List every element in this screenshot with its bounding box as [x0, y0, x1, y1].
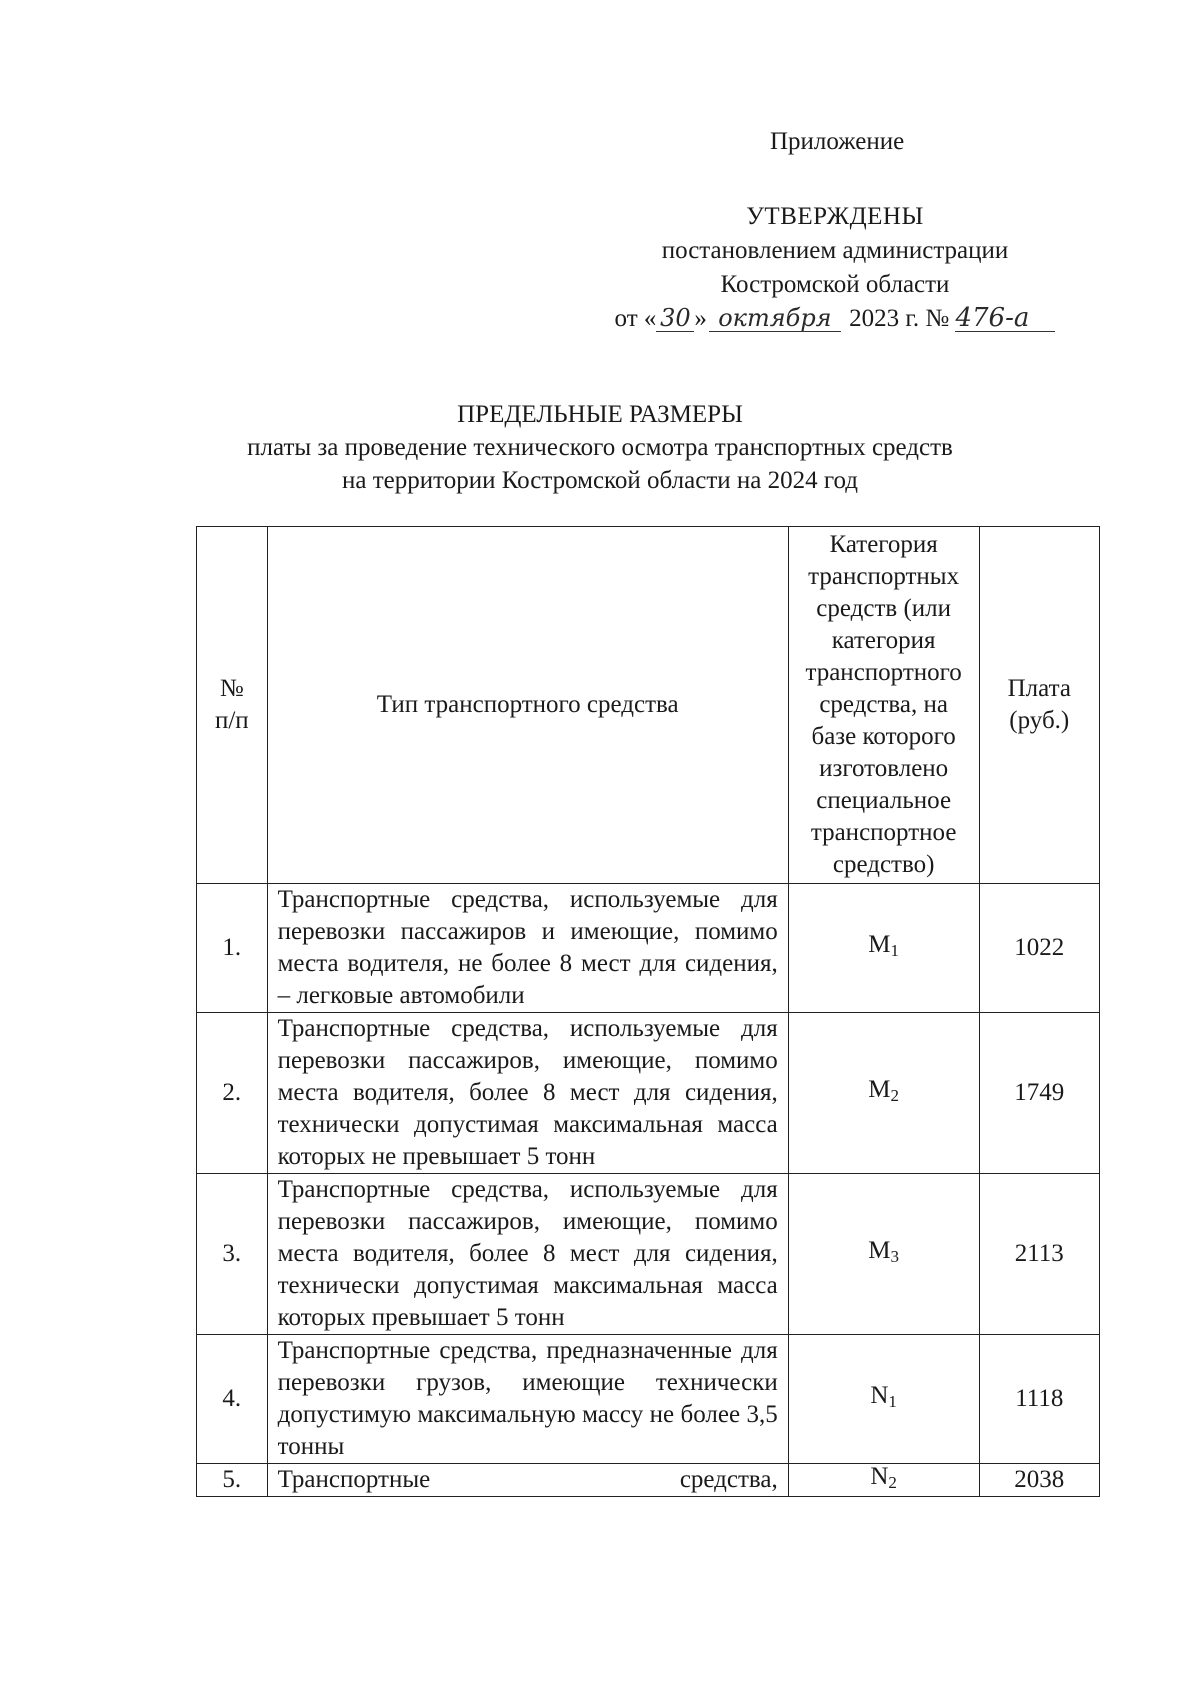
approval-block: [600, 200, 1070, 336]
row-category: [788, 1464, 979, 1497]
row-num: 5.: [197, 1464, 268, 1497]
table-row: [197, 1174, 1100, 1335]
handwritten-month: октября: [709, 305, 841, 332]
category-index: 2: [888, 1473, 897, 1492]
row-fee: 1118: [979, 1335, 1099, 1464]
resolution-date-line: [600, 302, 1070, 336]
header-category: Категория транспортных средств (или категория транспортного средства, на базе которого изготовлено специальное транспортное средство): [788, 527, 979, 884]
row-fee: 2113: [979, 1174, 1099, 1335]
row-fee: 1022: [979, 884, 1099, 1013]
date-year: 2023 г. №: [849, 305, 950, 332]
header-fee: Плата (руб.): [979, 527, 1099, 884]
row-num: 4.: [197, 1335, 268, 1464]
handwritten-day: 30: [656, 305, 694, 332]
title-line3: на территории Костромской области на 2024 год: [342, 467, 858, 494]
row-category: [788, 1335, 979, 1464]
row-type: Транспортные средства, предназначенные для перевозки грузов, имеющие технически допустимую максимальную массу не более 3,5 тонны: [267, 1335, 788, 1464]
category-letter: M: [868, 931, 891, 958]
row-num: 1.: [197, 884, 268, 1013]
date-mid: »: [694, 305, 707, 332]
table-row: [197, 1464, 1100, 1497]
row-num: 3.: [197, 1174, 268, 1335]
category-letter: N: [870, 1382, 889, 1409]
category-index: 2: [890, 1086, 899, 1105]
table-row: [197, 1335, 1100, 1464]
row-num: 2.: [197, 1013, 268, 1174]
category-letter: M: [868, 1237, 891, 1264]
row-type: Транспортные средства, используемые для перевозки пассажиров, имеющие, помимо места водителя, более 8 мест для сидения, технически допустимая максимальная масса которых не превышает 5 тонн: [267, 1013, 788, 1174]
handwritten-number: 476-а: [955, 305, 1055, 332]
row-fee: 1749: [979, 1013, 1099, 1174]
category-letter: N: [870, 1463, 889, 1490]
category-index: 1: [890, 941, 899, 960]
approved-heading: УТВЕРЖДЕНЫ: [746, 203, 924, 230]
row-category: [788, 1174, 979, 1335]
row-category: [788, 1013, 979, 1174]
table-row: [197, 1013, 1100, 1174]
row-category: [788, 884, 979, 1013]
category-letter: M: [868, 1076, 891, 1103]
approved-by-line2: Костромской области: [720, 271, 950, 298]
header-num: № п/п: [197, 527, 268, 884]
title-line1: ПРЕДЕЛЬНЫЕ РАЗМЕРЫ: [457, 401, 743, 428]
fees-table: [196, 526, 1100, 1497]
document-title: [170, 398, 1030, 497]
row-type: Транспортные средства, используемые для перевозки пассажиров и имеющие, помимо места водителя, не более 8 мест для сидения, – легковые автомобили: [267, 884, 788, 1013]
table-header-row: [197, 527, 1100, 884]
row-fee: 2038: [979, 1464, 1099, 1497]
header-type: Тип транспортного средства: [267, 527, 788, 884]
title-line2: платы за проведение технического осмотра транспортных средств: [247, 434, 953, 461]
row-type: Транспортные средства, используемые для перевозки пассажиров, имеющие, помимо места водителя, более 8 мест для сидения, технически допустимая максимальная масса которых превышает 5 тонн: [267, 1174, 788, 1335]
category-index: 1: [888, 1392, 897, 1411]
date-prefix: от «: [614, 305, 657, 332]
table-row: [197, 884, 1100, 1013]
category-index: 3: [890, 1247, 899, 1266]
row-type: Транспортные средства,: [267, 1464, 788, 1497]
appendix-label: Приложение: [770, 128, 905, 155]
approved-by-line1: постановлением администрации: [661, 237, 1009, 264]
